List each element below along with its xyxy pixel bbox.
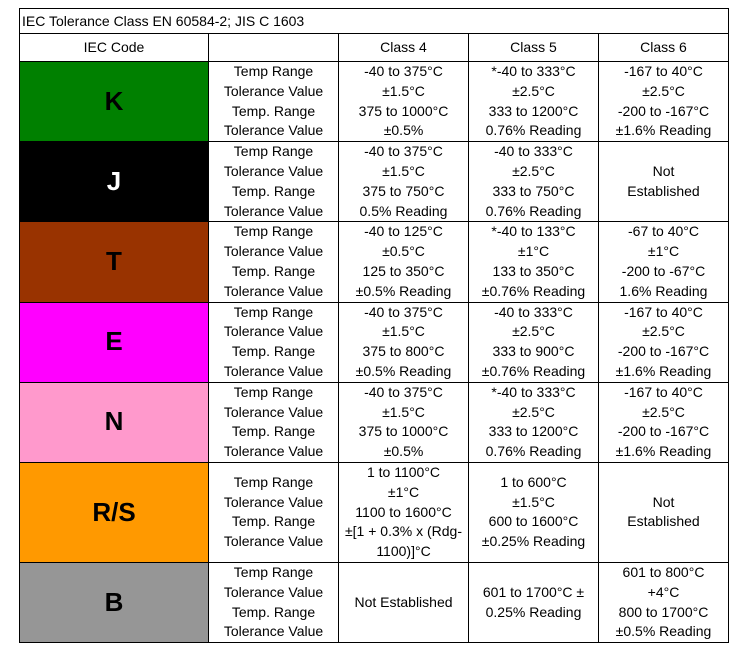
range-label: Temp. Range — [231, 262, 316, 279]
header-class-5: Class 5 — [469, 34, 599, 62]
tolerance-value: ±1.5°C — [382, 323, 425, 340]
tolerance-value: 1100 to 1600°C — [355, 503, 452, 520]
tolerance-value: Not — [652, 493, 675, 510]
iec-code-cell: J — [20, 142, 209, 222]
table-row — [20, 62, 729, 142]
range-label: Temp Range — [233, 63, 314, 79]
tolerance-value: 333 to 900°C — [492, 343, 575, 360]
range-label: Tolerance Value — [223, 403, 324, 420]
range-labels-cell — [209, 462, 339, 562]
table-title: IEC Tolerance Class EN 60584-2; JIS C 1603 — [20, 9, 729, 34]
tolerance-cell-class6 — [599, 382, 729, 462]
range-label: Temp Range — [233, 563, 314, 580]
range-label: Temp. Range — [231, 513, 316, 530]
tolerance-value: 0.25% Reading — [485, 603, 582, 620]
tolerance-value: ±0.76% Reading — [481, 282, 586, 299]
tolerance-value: -40 to 333°C — [494, 303, 573, 320]
tolerance-value: 601 to 800°C — [622, 563, 705, 580]
tolerance-value: ±2.5°C — [512, 162, 555, 179]
tolerance-cell-class4 — [339, 462, 469, 562]
range-labels-cell — [209, 142, 339, 222]
tolerance-value: 125 to 350°C — [362, 262, 445, 279]
tolerance-value: ±1.5°C — [512, 493, 555, 510]
iec-code-cell: B — [20, 562, 209, 642]
tolerance-value: 333 to 1200°C — [488, 102, 579, 119]
table-row — [20, 142, 729, 222]
tolerance-value: 333 to 750°C — [492, 182, 575, 199]
range-label: Tolerance Value — [223, 202, 324, 219]
tolerance-value: 800 to 1700°C — [618, 603, 709, 620]
tolerance-value: ±1.6% Reading — [615, 122, 712, 139]
table-row — [20, 382, 729, 462]
tolerance-value: 375 to 800°C — [362, 343, 445, 360]
tolerance-value: -40 to 333°C — [494, 143, 573, 160]
tolerance-value: 333 to 1200°C — [488, 423, 579, 440]
tolerance-value: ±0.5°C — [382, 243, 425, 260]
tolerance-value: ±0.5% Reading — [355, 282, 452, 299]
tolerance-cell-class4 — [339, 562, 469, 642]
tolerance-value: 375 to 1000°C — [358, 423, 449, 440]
header-class-6: Class 6 — [599, 34, 729, 62]
tolerance-value: ±2.5°C — [512, 403, 555, 420]
range-label: Temp Range — [233, 223, 314, 240]
tolerance-cell-class5 — [469, 222, 599, 302]
tolerance-value: *-40 to 133°C — [491, 223, 576, 240]
range-label: Temp. Range — [231, 603, 316, 620]
tolerance-value: -200 to -167°C — [617, 102, 710, 119]
header-iec-code: IEC Code — [20, 34, 209, 62]
tolerance-value: -167 to 40°C — [624, 63, 703, 79]
tolerance-value: Established — [627, 182, 700, 199]
tolerance-value: ±0.5% — [383, 443, 424, 460]
tolerance-value: ±0.5% Reading — [615, 623, 712, 640]
tolerance-value: *-40 to 333°C — [491, 383, 576, 400]
range-labels-cell — [209, 562, 339, 642]
tolerance-value: 601 to 1700°C ± — [482, 583, 585, 600]
tolerance-value: ±2.5°C — [512, 323, 555, 340]
tolerance-value: ±[1 + 0.3% x (Rdg- — [344, 523, 462, 540]
tolerance-value: +4°C — [647, 583, 680, 600]
range-labels-cell — [209, 382, 339, 462]
range-label: Tolerance Value — [223, 443, 324, 460]
tolerance-value: 0.76% Reading — [485, 202, 582, 219]
tolerance-cell-class4 — [339, 382, 469, 462]
range-label: Tolerance Value — [223, 162, 324, 179]
tolerance-value: ±2.5°C — [642, 82, 685, 99]
range-label: Tolerance Value — [223, 583, 324, 600]
tolerance-value: ±0.5% — [383, 122, 424, 139]
tolerance-value: -40 to 125°C — [364, 223, 443, 240]
tolerance-value: ±1°C — [517, 243, 550, 260]
range-labels-cell — [209, 62, 339, 142]
table-row — [20, 562, 729, 642]
range-label: Tolerance Value — [223, 623, 324, 640]
tolerance-value: ±0.25% Reading — [481, 533, 586, 550]
tolerance-cell-class5 — [469, 142, 599, 222]
tolerance-value: ±2.5°C — [642, 403, 685, 420]
tolerance-cell-class5 — [469, 382, 599, 462]
iec-code-cell: R/S — [20, 462, 209, 562]
tolerance-value: ±1.5°C — [382, 82, 425, 99]
iec-code-cell: N — [20, 382, 209, 462]
tolerance-cell-class6 — [599, 462, 729, 562]
table-row — [20, 222, 729, 302]
tolerance-value: 1100)]°C — [376, 543, 431, 560]
tolerance-value: -40 to 375°C — [364, 383, 443, 400]
tolerance-cell-class4 — [339, 142, 469, 222]
range-label: Temp. Range — [231, 182, 316, 199]
range-label: Tolerance Value — [223, 243, 324, 260]
range-label: Temp Range — [233, 473, 314, 490]
tolerance-value: Established — [627, 513, 700, 530]
tolerance-value: 133 to 350°C — [492, 262, 575, 279]
tolerance-value: -200 to -167°C — [617, 423, 710, 440]
tolerance-value: ±1°C — [647, 243, 680, 260]
iec-code-cell: T — [20, 222, 209, 302]
tolerance-value: ±2.5°C — [512, 82, 555, 99]
tolerance-value: ±1.5°C — [382, 403, 425, 420]
tolerance-value: *-40 to 333°C — [491, 63, 576, 79]
tolerance-value: 600 to 1600°C — [488, 513, 579, 530]
tolerance-cell-class4 — [339, 62, 469, 142]
iec-code-cell: E — [20, 302, 209, 382]
tolerance-value: Not — [652, 162, 675, 179]
tolerance-value: 375 to 1000°C — [358, 102, 449, 119]
tolerance-cell-class5 — [469, 62, 599, 142]
range-label: Temp. Range — [231, 343, 316, 360]
range-label: Temp Range — [233, 303, 314, 320]
range-label: Temp Range — [233, 383, 314, 400]
tolerance-value: ±1.6% Reading — [615, 443, 712, 460]
tolerance-value: Not Established — [354, 593, 453, 610]
tolerance-value: ±0.76% Reading — [481, 362, 586, 379]
iec-code-cell: K — [20, 62, 209, 142]
range-label: Temp Range — [233, 143, 314, 160]
tolerance-cell-class5 — [469, 562, 599, 642]
tolerance-value: 0.76% Reading — [485, 122, 582, 139]
tolerance-cell-class6 — [599, 302, 729, 382]
tolerance-value: ±0.5% Reading — [355, 362, 452, 379]
range-label: Tolerance Value — [223, 122, 324, 139]
tolerance-value: ±2.5°C — [642, 323, 685, 340]
tolerance-cell-class6 — [599, 222, 729, 302]
header-class-4: Class 4 — [339, 34, 469, 62]
table-row — [20, 302, 729, 382]
tolerance-table — [19, 8, 729, 643]
tolerance-value: 1 to 600°C — [500, 473, 567, 490]
tolerance-value: -40 to 375°C — [364, 143, 443, 160]
tolerance-cell-class6 — [599, 562, 729, 642]
tolerance-value: 0.76% Reading — [485, 443, 582, 460]
tolerance-value: 0.5% Reading — [359, 202, 448, 219]
range-label: Tolerance Value — [223, 493, 324, 510]
range-label: Tolerance Value — [223, 282, 324, 299]
range-label: Temp. Range — [231, 102, 316, 119]
range-label: Tolerance Value — [223, 362, 324, 379]
tolerance-cell-class5 — [469, 302, 599, 382]
tolerance-cell-class5 — [469, 462, 599, 562]
tolerance-value: ±1.6% Reading — [615, 362, 712, 379]
range-label: Tolerance Value — [223, 82, 324, 99]
tolerance-value: -167 to 40°C — [624, 383, 703, 400]
tolerance-value: ±1°C — [387, 483, 420, 500]
header-row — [20, 34, 729, 62]
range-label: Tolerance Value — [223, 533, 324, 550]
tolerance-value: 1 to 1100°C — [366, 463, 441, 480]
tolerance-value: -167 to 40°C — [624, 303, 703, 320]
tolerance-cell-class4 — [339, 302, 469, 382]
header-blank — [209, 34, 339, 62]
tolerance-cell-class6 — [599, 142, 729, 222]
tolerance-value: -200 to -167°C — [617, 343, 710, 360]
tolerance-value: -40 to 375°C — [364, 303, 443, 320]
tolerance-value: 1.6% Reading — [619, 282, 708, 299]
tolerance-cell-class4 — [339, 222, 469, 302]
tolerance-value: -40 to 375°C — [364, 63, 443, 79]
tolerance-cell-class6 — [599, 62, 729, 142]
table-row — [20, 462, 729, 562]
range-labels-cell — [209, 302, 339, 382]
range-label: Temp. Range — [231, 423, 316, 440]
tolerance-value: -200 to -67°C — [621, 262, 706, 279]
tolerance-value: ±1.5°C — [382, 162, 425, 179]
range-labels-cell — [209, 222, 339, 302]
tolerance-value: -67 to 40°C — [628, 223, 699, 240]
tolerance-value: 375 to 750°C — [362, 182, 445, 199]
range-label: Tolerance Value — [223, 323, 324, 340]
